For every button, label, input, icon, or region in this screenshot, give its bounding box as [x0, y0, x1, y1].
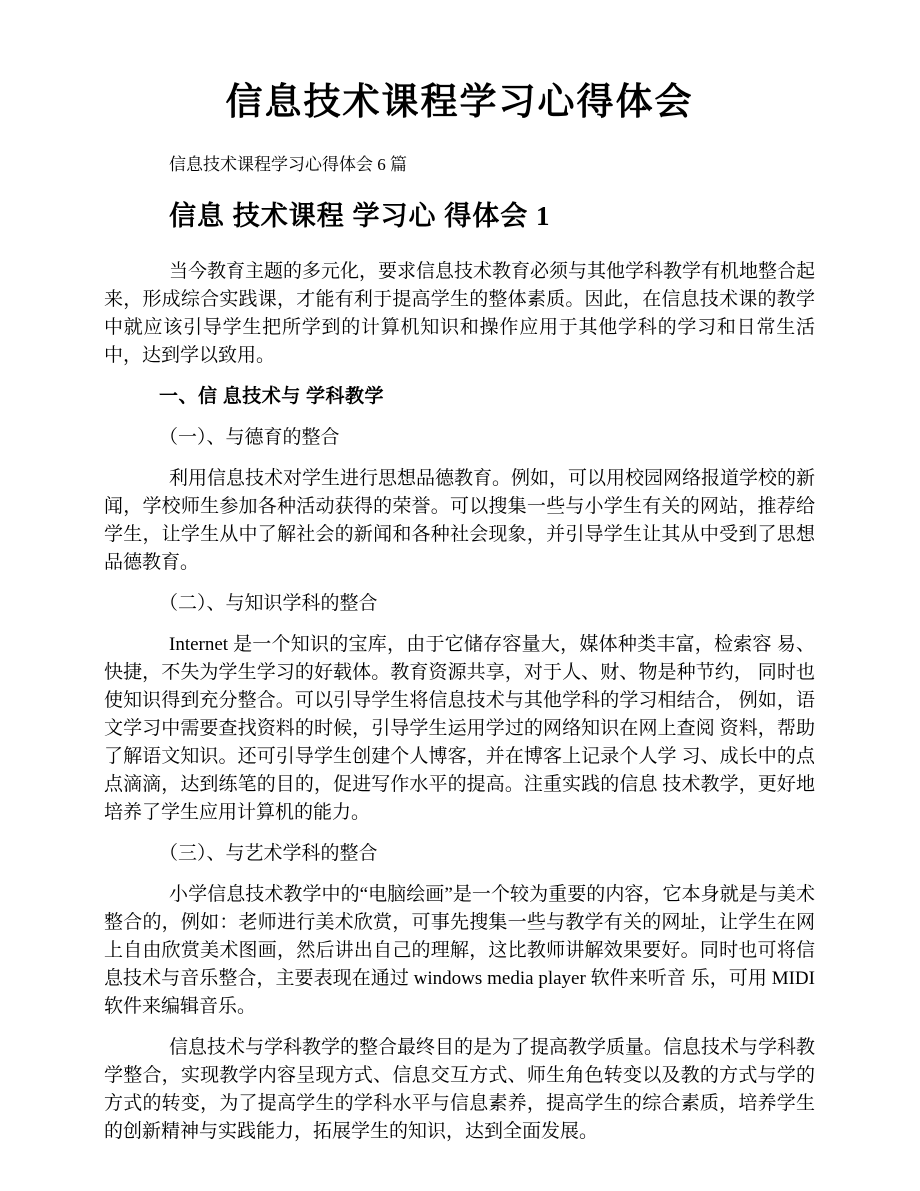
paragraph: 小学信息技术教学中的“电脑绘画”是一个较为重要的内容，它本身就是与美术整合的，例如：老师进行美术欣赏，可事先搜集一些与教学有关的网址，让学生在网上自由欣赏美术图画，然后讲出自己的理解，这比教师讲解效果要好。同时也可将信息技术与音乐整合，主要表现在通过 windows media player 软件来听音 乐，可用 MIDI 软件来编辑音乐。	[104, 884, 815, 1017]
document-body	[104, 258, 815, 1146]
numbered-sub-heading: （二）、与知识学科的整合	[159, 593, 378, 614]
numbered-sub-heading: （三）、与艺术学科的整合	[159, 843, 378, 864]
section-title: 信息 技术课程 学习心 得体会 1	[169, 201, 551, 231]
paragraph: 信息技术与学科教学的整合最终目的是为了提高教学质量。信息技术与学科教学整合，实现教学内容呈现方式、信息交互方式、师生角色转变以及教的方式与学的方式的转变，为了提高学生的学科水平与信息素养，提高学生的综合素质，培养学生的创新精神与实践能力，拓展学生的知识，达到全面发展。	[104, 1037, 816, 1142]
page-subtitle: 信息技术课程学习心得体会 6 篇	[169, 155, 407, 174]
paragraph: Internet 是一个知识的宝库，由于它储存容量大，媒体种类丰富，检索容 易、快捷，不失为学生学习的好载体。教育资源共享，对于人、财、物是种节约， 同时也使知识得到充分整合。可以引导学生将信息技术与其他学科的学习相结合， 例如，语文学习中需要查找资料的时候，引导学生运用学过的网络知识在网上查阅 资料，帮助了解语文知识。还可引导学生创建个人博客，并在博客上记录个人学 习、成长中的点点滴滴，达到练笔的目的，促进写作水平的提高。注重实践的信息 技术教学，更好地培养了学生应用计算机的能力。	[104, 634, 815, 823]
paragraph: 当今教育主题的多元化，要求信息技术教育必须与其他学科教学有机地整合起来，形成综合实践课，才能有利于提高学生的整体素质。因此，在信息技术课的教学中就应该引导学生把所学到的计算机知识和操作应用于其他学科的学习和日常生活中，达到学以致用。	[104, 261, 816, 366]
sub-section-heading: 一、信 息技术与 学科教学	[159, 386, 385, 407]
numbered-sub-heading: （一）、与德育的整合	[159, 427, 340, 448]
paragraph: 利用信息技术对学生进行思想品德教育。例如，可以用校园网络报道学校的新闻，学校师生参加各种活动获得的荣誉。可以搜集一些与小学生有关的网站，推荐给学生，让学生从中了解社会的新闻和各种社会现象，并引导学生让其从中受到了思想品德教育。	[104, 468, 816, 573]
page-title: 信息技术课程学习心得体会	[225, 82, 694, 123]
